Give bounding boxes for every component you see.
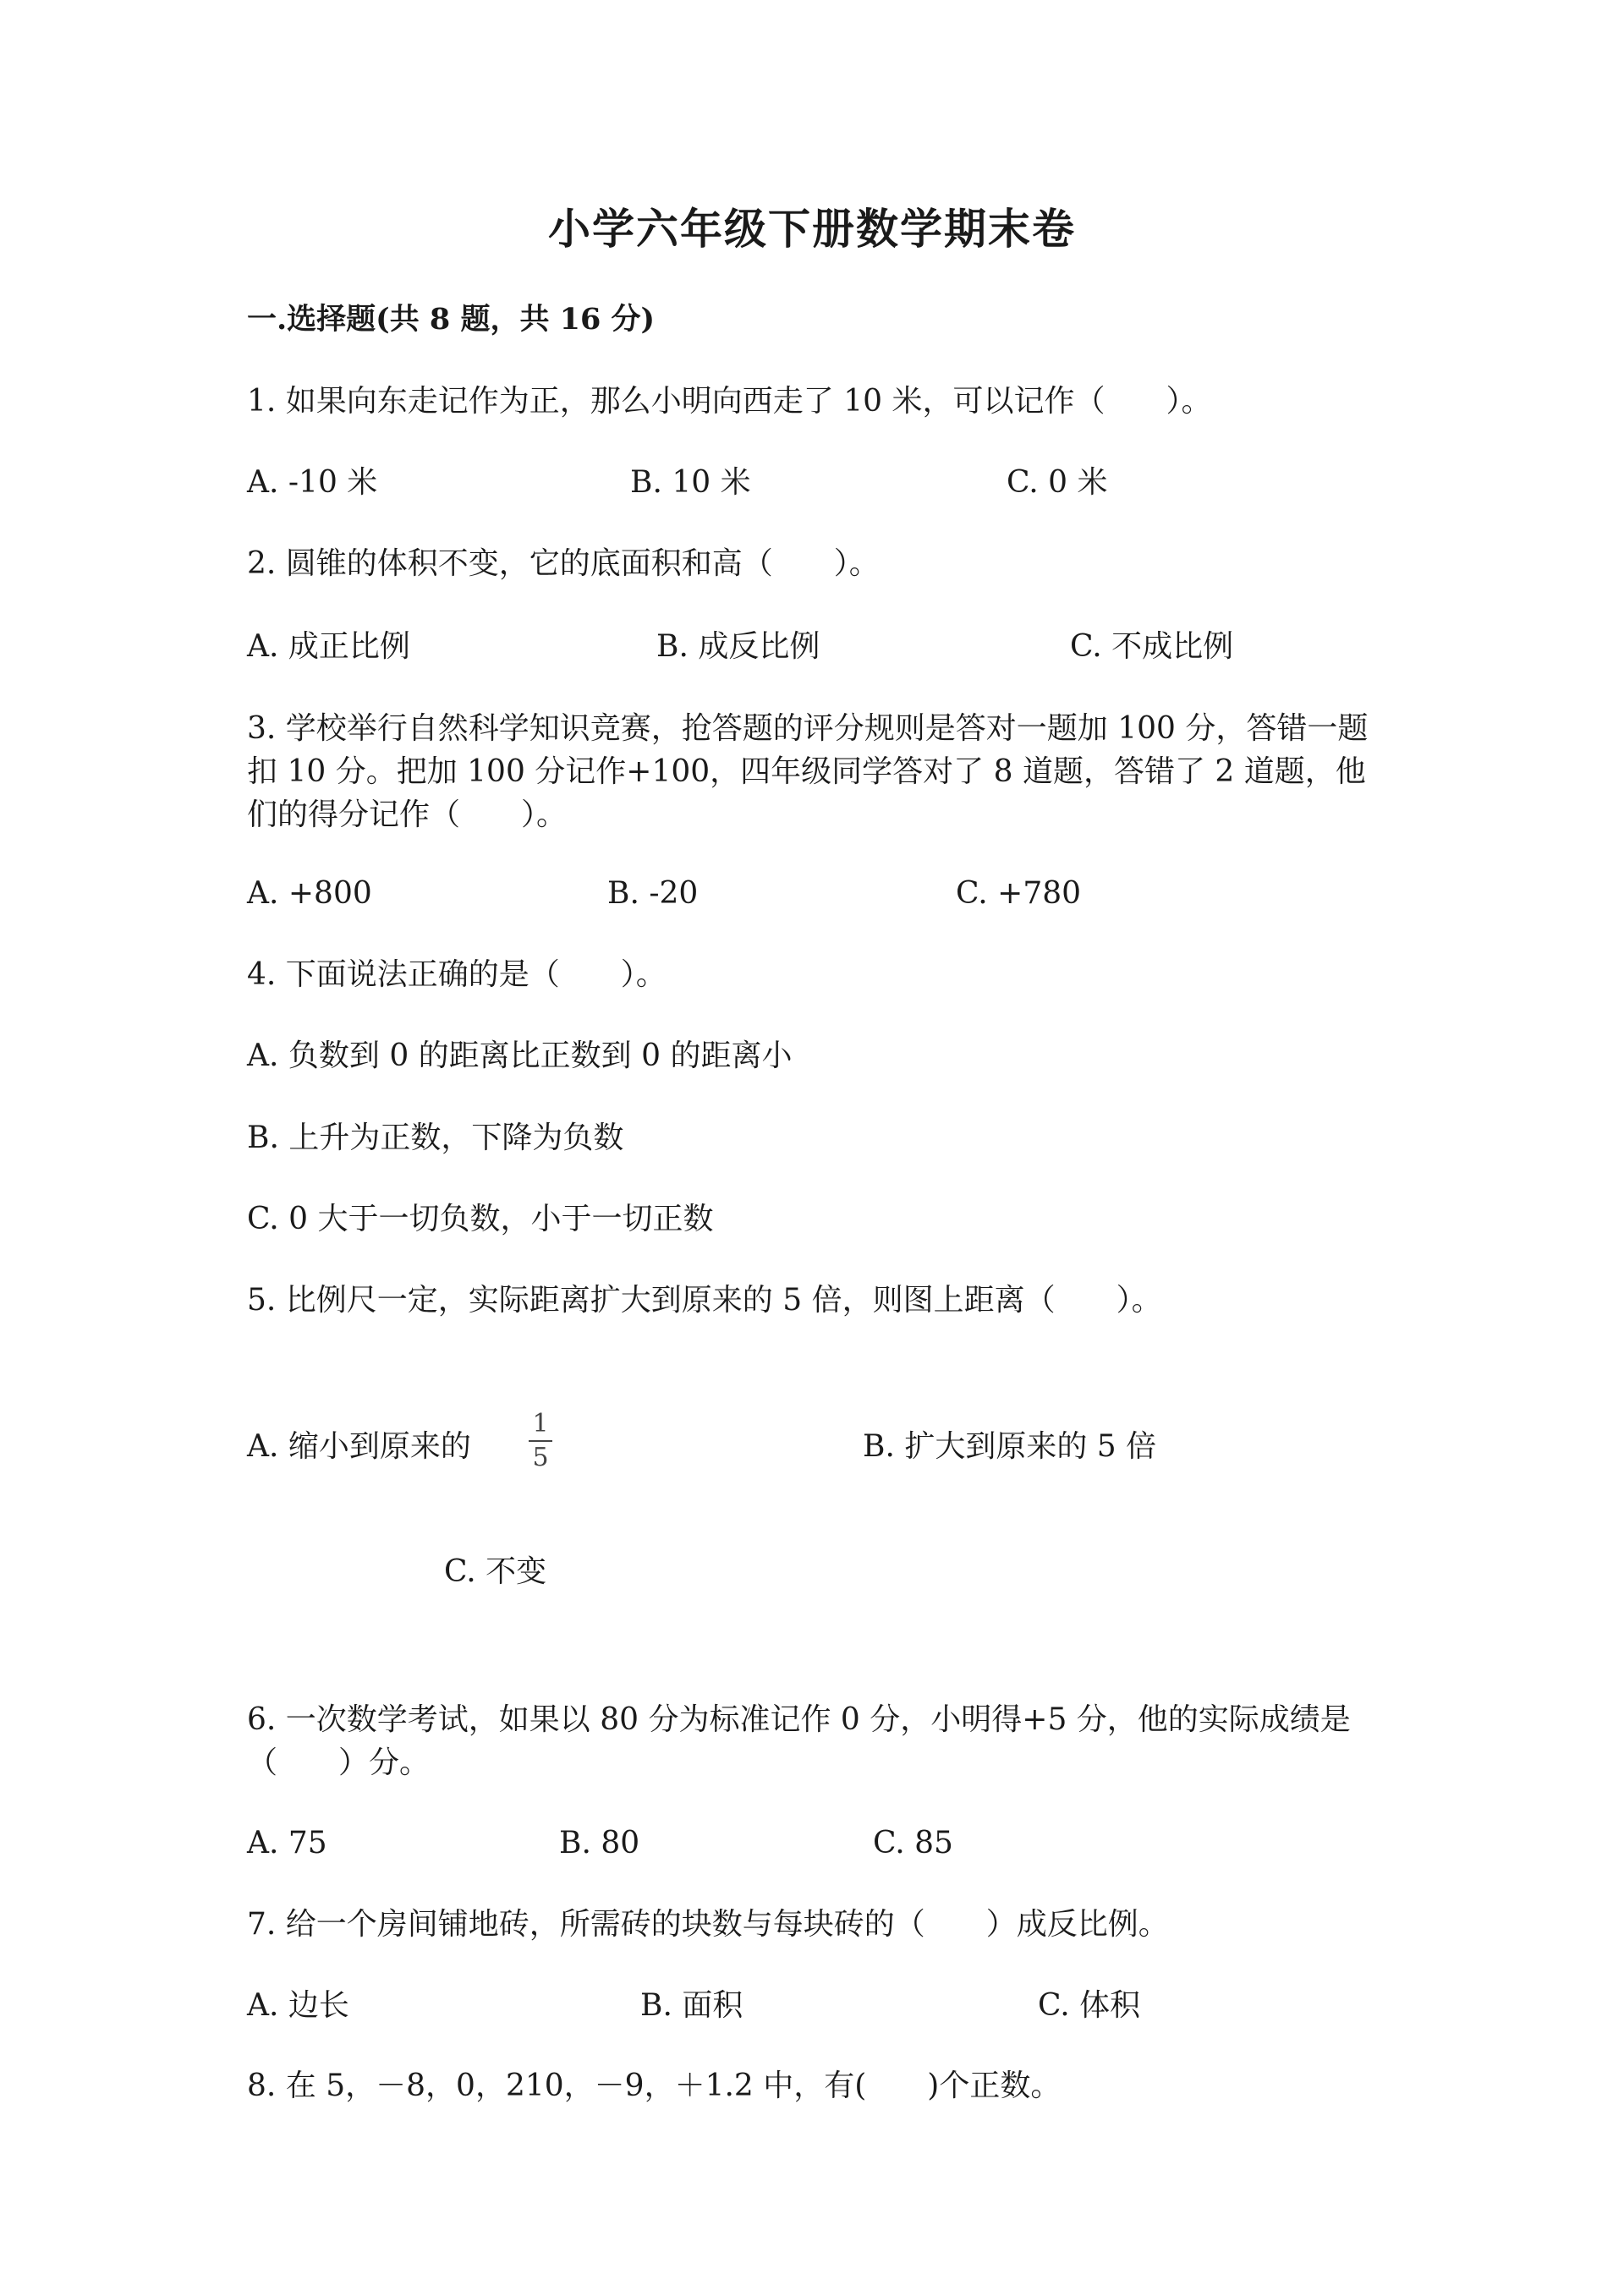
q5-fraction xyxy=(526,1410,555,1472)
q3-option-a[interactable]: A. +800 xyxy=(247,876,372,911)
q7-option-b[interactable]: B. 面积 xyxy=(640,1988,743,2023)
q5-option-c[interactable]: C. 不变 xyxy=(444,1554,547,1589)
fraction-bar xyxy=(529,1440,552,1442)
question-8: 8. 在 5，－8，0，210，－9，＋1.2 中，有( )个正数。 xyxy=(247,2069,1062,2103)
question-4: 4. 下面说法正确的是（ ）。 xyxy=(247,957,667,992)
question-2: 2. 圆锥的体积不变，它的底面积和高（ ）。 xyxy=(247,546,880,581)
q4-option-b[interactable]: B. 上升为正数，下降为负数 xyxy=(247,1121,624,1155)
q1-option-c[interactable]: C. 0 米 xyxy=(1007,465,1108,500)
question-1: 1. 如果向东走记作为正，那么小明向西走了 10 米，可以记作（ ）。 xyxy=(247,384,1212,419)
q1-option-a[interactable]: A. -10 米 xyxy=(247,465,378,500)
question-3: 3. 学校举行自然科学知识竞赛，抢答题的评分规则是答对一题加 100 分，答错一题扣 10 分。把加 100 分记作+100，四年级同学答对了 8 道题，答错了 2 道题，他们的得分记作（ ）。 xyxy=(247,711,1369,832)
question-7: 7. 给一个房间铺地砖，所需砖的块数与每块砖的（ ）成反比例。 xyxy=(247,1907,1169,1942)
q1-option-b[interactable]: B. 10 米 xyxy=(630,465,751,500)
q3-option-b[interactable]: B. -20 xyxy=(607,876,699,911)
q5-option-a[interactable]: A. 缩小到原来的 xyxy=(247,1429,471,1464)
q2-option-c[interactable]: C. 不成比例 xyxy=(1070,629,1234,664)
fraction-denominator: 5 xyxy=(532,1443,549,1472)
q6-option-b[interactable]: B. 80 xyxy=(559,1826,640,1860)
fraction-numerator: 1 xyxy=(532,1409,549,1438)
q7-option-c[interactable]: C. 体积 xyxy=(1038,1988,1141,2023)
q4-option-a[interactable]: A. 负数到 0 的距离比正数到 0 的距离小 xyxy=(247,1038,793,1073)
q5-option-b[interactable]: B. 扩大到原来的 5 倍 xyxy=(863,1429,1157,1464)
page-title: 小学六年级下册数学期末卷 xyxy=(548,204,1076,254)
question-5: 5. 比例尺一定，实际距离扩大到原来的 5 倍，则图上距离（ ）。 xyxy=(247,1283,1162,1318)
q2-option-b[interactable]: B. 成反比例 xyxy=(656,629,820,664)
section-heading: 一.选择题(共 8 题，共 16 分) xyxy=(247,302,656,337)
q7-option-a[interactable]: A. 边长 xyxy=(247,1988,349,2023)
q6-option-a[interactable]: A. 75 xyxy=(247,1826,327,1860)
q2-option-a[interactable]: A. 成正比例 xyxy=(247,629,410,664)
q6-option-c[interactable]: C. 85 xyxy=(873,1826,953,1860)
q3-option-c[interactable]: C. +780 xyxy=(956,876,1082,911)
q4-option-c[interactable]: C. 0 大于一切负数，小于一切正数 xyxy=(247,1202,714,1236)
question-6: 6. 一次数学考试，如果以 80 分为标准记作 0 分，小明得+5 分，他的实际成绩是（ ）分。 xyxy=(247,1702,1351,1780)
